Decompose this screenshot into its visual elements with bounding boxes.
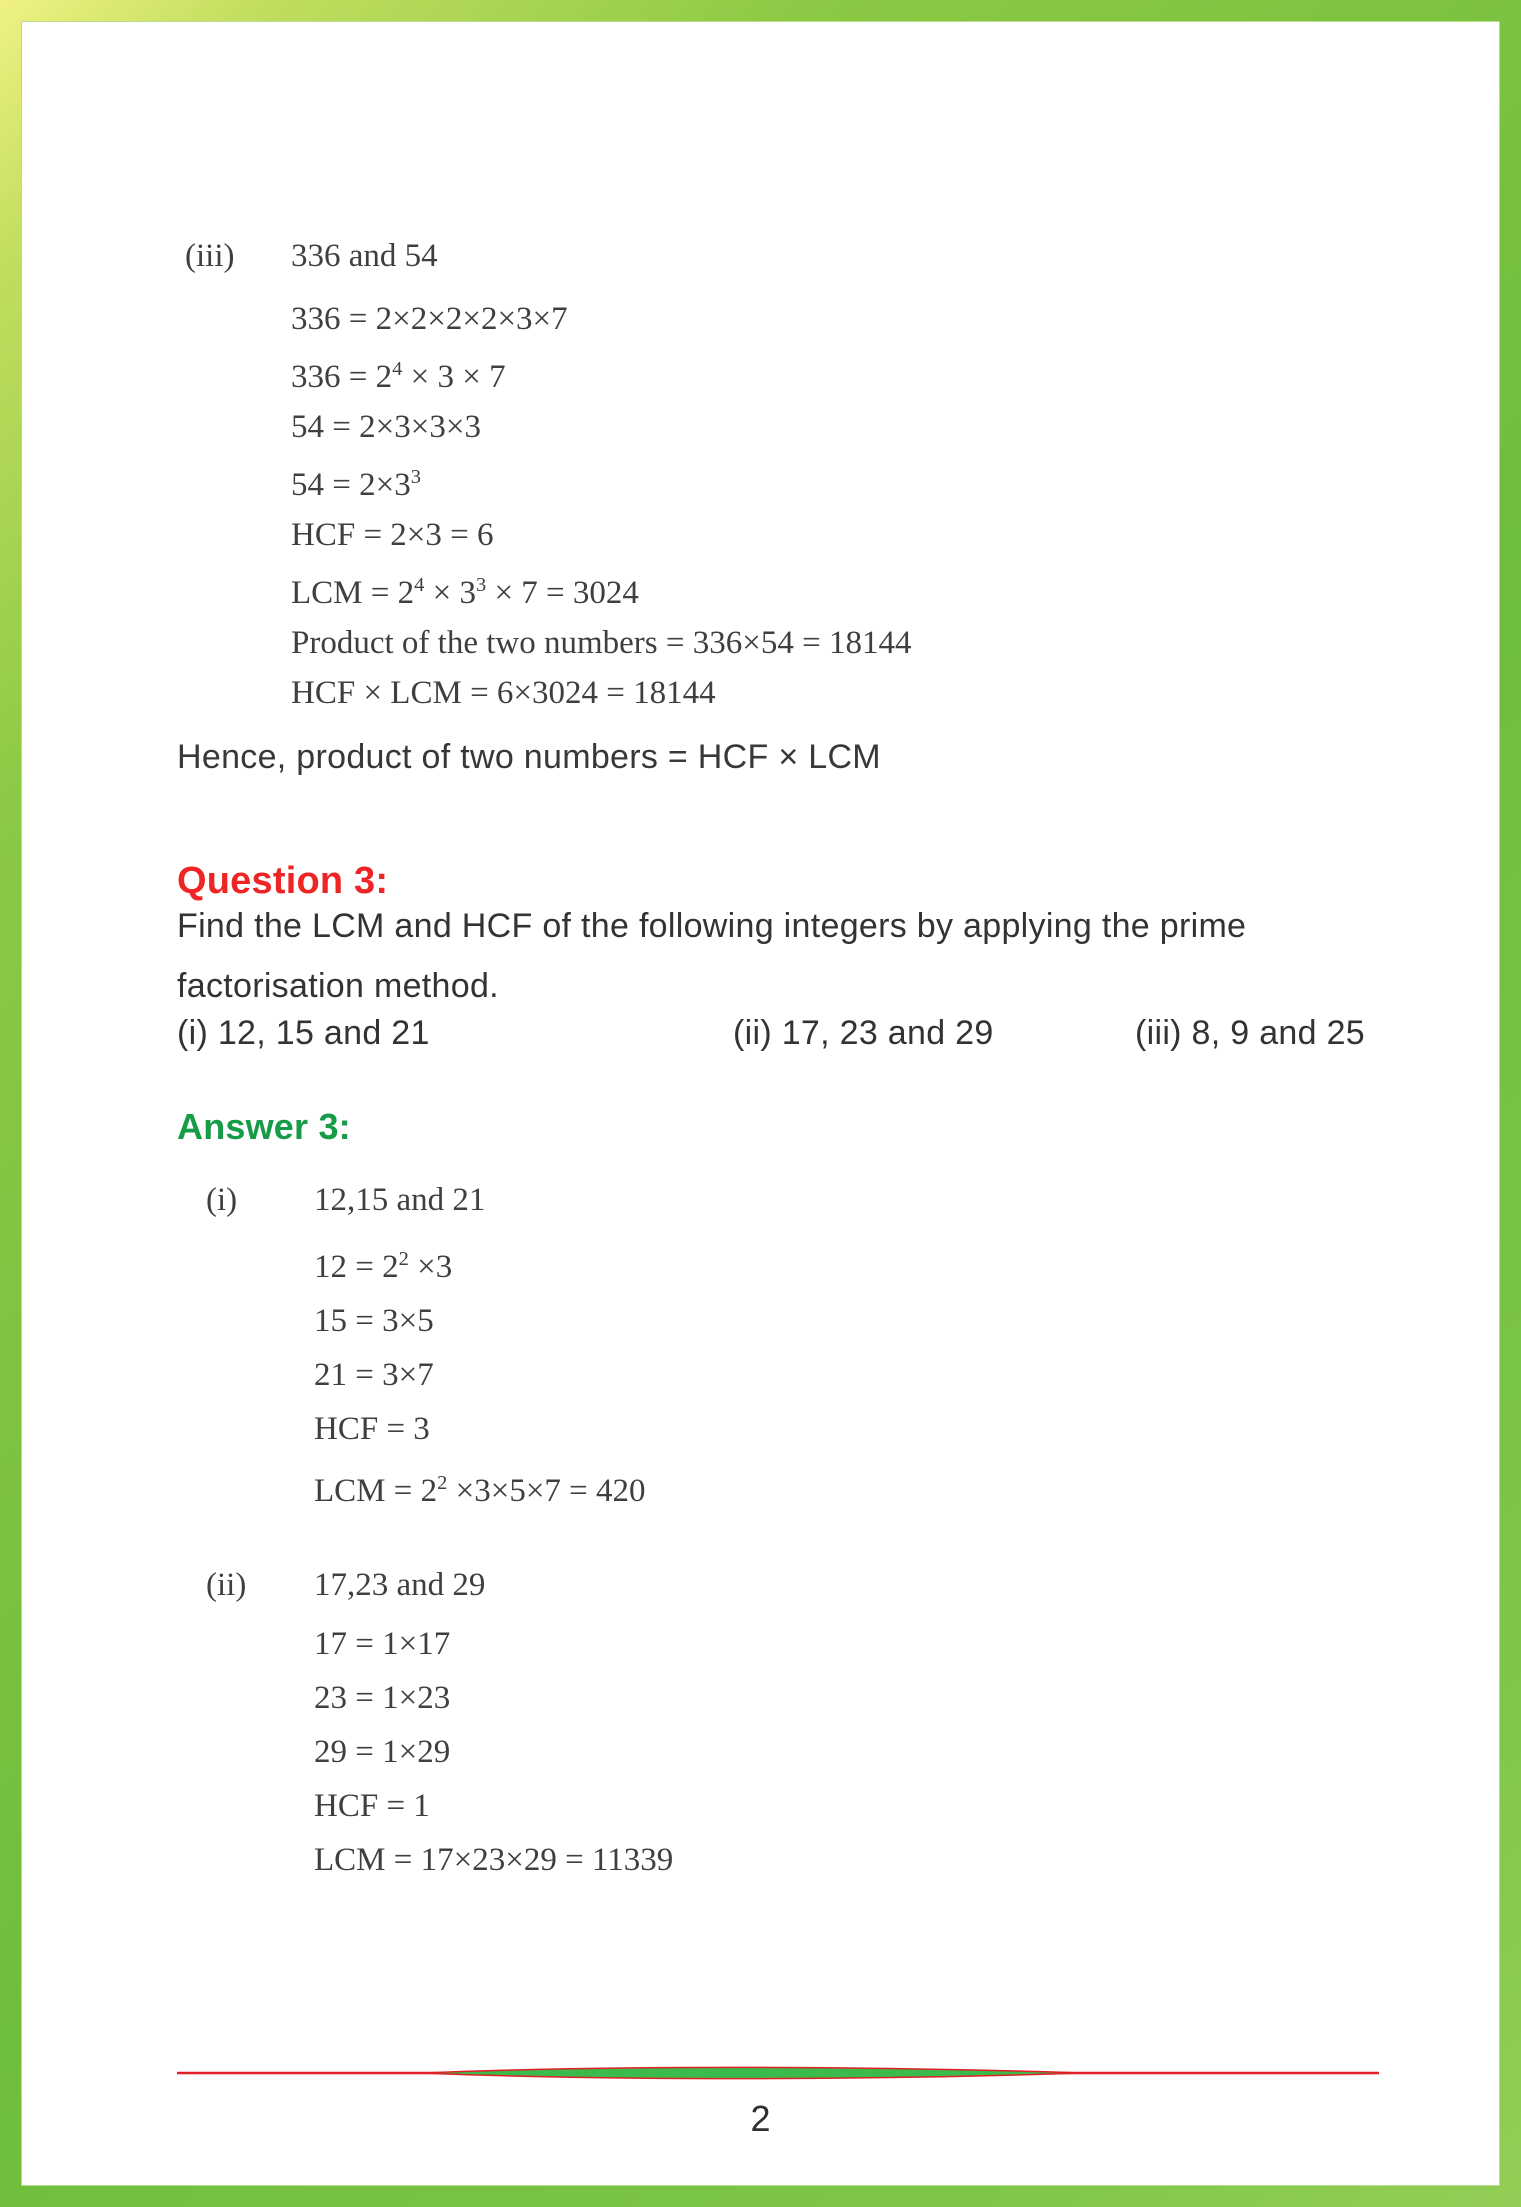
divider-lens-shape [422, 2067, 1082, 2078]
math-work [314, 1617, 673, 1887]
answer-part-ii [206, 1563, 673, 1887]
answer-part-i [206, 1178, 646, 1518]
math-line: 23 = 1×23 [314, 1680, 451, 1716]
math-line: 17 = 1×17 [314, 1626, 451, 1662]
option-i: (i) 12, 15 and 21 [177, 1014, 430, 1052]
math-line: HCF × LCM = 6×3024 = 18144 [291, 675, 716, 711]
math-line: 29 = 1×29 [314, 1734, 451, 1770]
solution-part-iii [185, 234, 911, 718]
math-line: HCF = 2×3 = 6 [291, 517, 494, 553]
option-iii: (iii) 8, 9 and 25 [1135, 1014, 1366, 1052]
math-line: 54 = 2×3×3×3 [291, 409, 481, 445]
part-title: 336 and 54 [291, 238, 438, 274]
math-line: HCF = 3 [314, 1411, 430, 1447]
question-heading: Question 3: [177, 859, 389, 902]
page-number: 2 [750, 2098, 771, 2139]
part-head [206, 1563, 673, 1607]
part-title: 12,15 and 21 [314, 1182, 486, 1218]
question-text-line-2: factorisation method. [177, 967, 499, 1005]
conclusion-text: Hence, product of two numbers = HCF × LCM [177, 738, 881, 776]
part-head [206, 1178, 646, 1222]
math-line: $54 = 2\times 3^3$ [291, 466, 421, 503]
math-line: 21 = 3×7 [314, 1357, 434, 1393]
footer-divider [177, 2064, 1379, 2082]
document-sheet [21, 21, 1500, 2186]
option-ii: (ii) 17, 23 and 29 [733, 1014, 994, 1052]
part-title: 17,23 and 29 [314, 1567, 486, 1603]
question-text [177, 896, 1246, 1016]
answer-heading: Answer 3: [177, 1106, 351, 1147]
question-options [177, 1014, 1365, 1053]
math-line: $336 = 2^4 \times 3 \times 7$ [291, 358, 506, 395]
math-work [291, 294, 911, 718]
math-line: 15 = 3×5 [314, 1303, 434, 1339]
math-line: HCF = 1 [314, 1788, 430, 1824]
part-head [185, 234, 911, 278]
math-line: LCM = $2^4 \times 3^3 \times 7 = 3024$ [291, 574, 639, 611]
math-line: LCM = 17×23×29 = 11339 [314, 1842, 674, 1878]
part-label: (i) [206, 1182, 238, 1218]
part-label: (iii) [185, 238, 235, 274]
math-work [314, 1232, 646, 1518]
question-text-line-1: Find the LCM and HCF of the following integers by applying the prime [177, 907, 1247, 945]
math-line: 336 = 2×2×2×2×3×7 [291, 301, 568, 337]
part-label: (ii) [206, 1567, 247, 1603]
math-line: Product of the two numbers = 336×54 = 18144 [291, 625, 912, 661]
math-line: LCM = $2^2 \times 3\times 5\times 7 = 420$ [314, 1472, 646, 1509]
math-line: $12 = 2^2 \times 3$ [314, 1248, 453, 1285]
